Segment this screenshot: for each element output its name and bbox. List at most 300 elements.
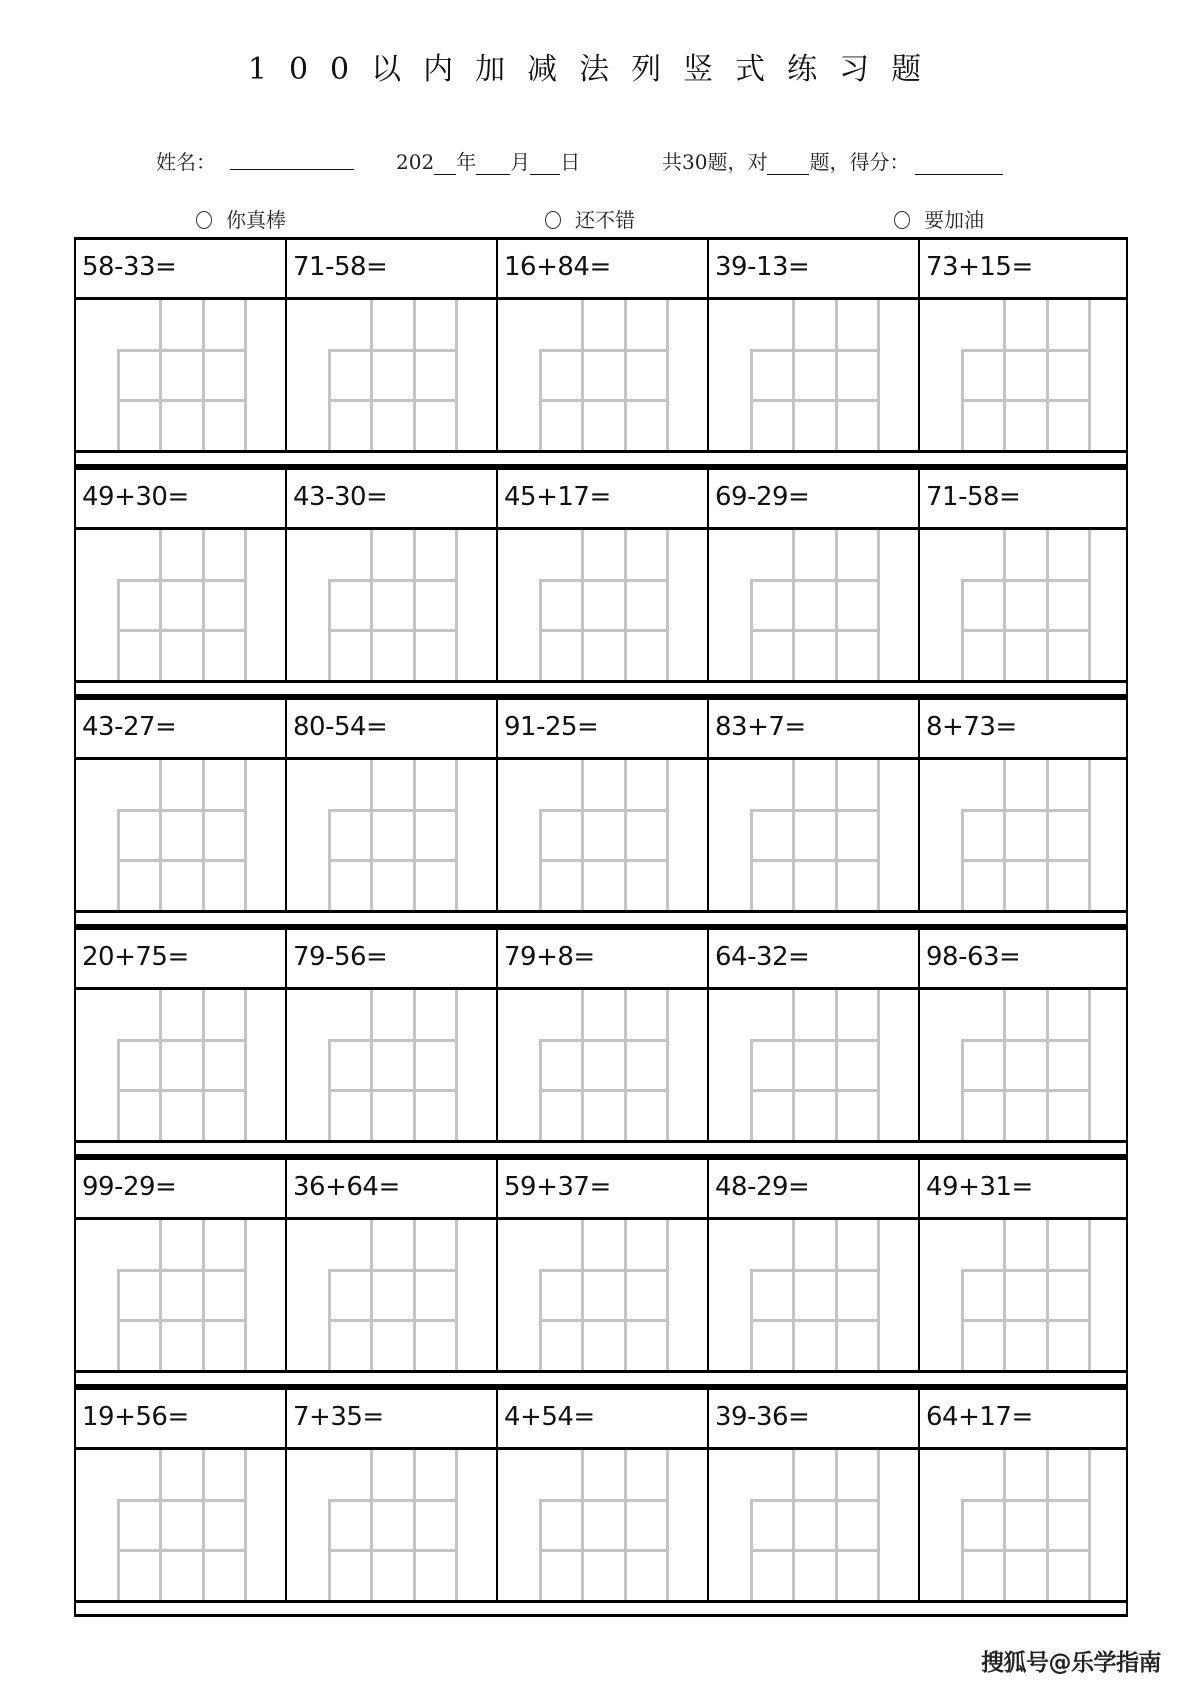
calc-grid [76, 990, 285, 1140]
problem-expression: 71-58= [293, 252, 388, 282]
problem-expression: 80-54= [293, 712, 388, 742]
vertical-calc-work-area[interactable] [496, 530, 707, 680]
row-separator [74, 910, 1128, 927]
grid-line [750, 399, 880, 402]
problem-expression: 19+56= [82, 1402, 189, 1432]
calc-grid [498, 300, 707, 450]
vertical-calc-work-area[interactable] [285, 1220, 496, 1370]
grid-line [539, 1499, 669, 1502]
problem-expression: 43-27= [82, 712, 177, 742]
grid-line [835, 1220, 838, 1370]
day-label: 日 [560, 150, 581, 174]
grid-line [455, 760, 458, 910]
vertical-calc-work-area[interactable] [285, 990, 496, 1140]
calc-grid [709, 1450, 918, 1600]
problem-expression: 4+54= [504, 1402, 595, 1432]
problem-expression: 48-29= [715, 1172, 810, 1202]
problem-cell [496, 1160, 707, 1217]
grid-line [835, 1450, 838, 1600]
grid-line [666, 760, 669, 910]
grid-line [581, 1450, 584, 1600]
grid-line [455, 990, 458, 1140]
grid-line [539, 1319, 669, 1322]
vertical-calc-work-area[interactable] [707, 300, 918, 450]
grid-line [1046, 300, 1049, 450]
grid-line [370, 530, 373, 680]
calc-grid [287, 990, 496, 1140]
problem-expression: 20+75= [82, 942, 189, 972]
row-separator [74, 1370, 1128, 1387]
rating-label: 要加油 [924, 208, 984, 232]
month-label: 月 [510, 150, 531, 174]
calc-grid [76, 760, 285, 910]
problem-row [74, 927, 1128, 1157]
grid-line [244, 300, 247, 450]
grid-line [961, 629, 1091, 632]
grid-line [624, 990, 627, 1140]
grid-line [117, 809, 247, 812]
grid-line [159, 1450, 162, 1600]
grid-line [1088, 990, 1091, 1140]
grid-line [413, 1450, 416, 1600]
problem-cell [918, 1390, 1128, 1447]
grid-line [750, 1549, 880, 1552]
grid-line [539, 809, 669, 812]
problem-cell [496, 930, 707, 987]
problem-expression: 39-36= [715, 1402, 810, 1432]
grid-line [328, 809, 458, 812]
grid-line [581, 1220, 584, 1370]
radio-circle-icon[interactable] [894, 211, 910, 229]
grid-line [413, 530, 416, 680]
grid-line [117, 579, 247, 582]
grid-line [413, 760, 416, 910]
grid-line [328, 859, 458, 862]
grid-line [370, 300, 373, 450]
problem-row [74, 1157, 1128, 1387]
vertical-calc-work-area[interactable] [74, 530, 285, 680]
grid-line [117, 349, 247, 352]
calc-grid [76, 1450, 285, 1600]
grid-line [413, 300, 416, 450]
problem-cell [918, 240, 1128, 297]
vertical-calc-work-area[interactable] [496, 1220, 707, 1370]
grid-line [370, 760, 373, 910]
grid-line [1003, 1450, 1006, 1600]
row-separator [74, 450, 1128, 467]
problem-expression: 91-25= [504, 712, 599, 742]
correct-suffix: 题，得分： [809, 150, 910, 174]
vertical-calc-work-area[interactable] [918, 300, 1128, 450]
calc-grid [709, 530, 918, 680]
problem-cell [74, 1160, 285, 1217]
grid-line [455, 530, 458, 680]
problem-expression: 79+8= [504, 942, 595, 972]
problem-cell [707, 240, 918, 297]
problem-cell [496, 700, 707, 757]
calc-grid [920, 1220, 1126, 1370]
watermark: 搜狐号@乐学指南 [981, 1650, 1161, 1676]
grid-line [877, 1220, 880, 1370]
grid-line [370, 1450, 373, 1600]
work-area-row [74, 1220, 1128, 1370]
problem-expression: 7+35= [293, 1402, 384, 1432]
grid-line [666, 1450, 669, 1600]
grid-line [581, 990, 584, 1140]
vertical-calc-work-area[interactable] [285, 530, 496, 680]
calc-grid [76, 530, 285, 680]
grid-line [1003, 530, 1006, 680]
calc-grid [920, 990, 1126, 1140]
problem-row [74, 1387, 1128, 1617]
vertical-calc-work-area[interactable] [74, 760, 285, 910]
grid-line [539, 579, 669, 582]
grid-line [328, 579, 458, 582]
grid-line [1003, 990, 1006, 1140]
calc-grid [498, 1450, 707, 1600]
grid-line [792, 1450, 795, 1600]
score-field [662, 146, 1003, 175]
name-label: 姓名： [156, 150, 216, 174]
problem-row-header [74, 927, 1128, 990]
grid-line [159, 1220, 162, 1370]
problem-expression: 64-32= [715, 942, 810, 972]
grid-line [1088, 1220, 1091, 1370]
problem-row [74, 237, 1128, 467]
rating-options [0, 204, 1191, 234]
grid-line [455, 300, 458, 450]
name-field[interactable] [230, 146, 354, 170]
problem-expression: 99-29= [82, 1172, 177, 1202]
problem-row [74, 467, 1128, 697]
date-field[interactable] [396, 146, 580, 175]
calc-grid [287, 1450, 496, 1600]
problem-cell [74, 470, 285, 527]
grid-line [792, 300, 795, 450]
rating-label: 你真棒 [226, 208, 286, 232]
grid-line [624, 530, 627, 680]
calc-grid [498, 530, 707, 680]
grid-line [244, 530, 247, 680]
grid-line [244, 760, 247, 910]
grid-line [202, 300, 205, 450]
grid-line [117, 859, 247, 862]
problem-expression: 36+64= [293, 1172, 400, 1202]
vertical-calc-work-area[interactable] [707, 760, 918, 910]
student-info-line [0, 146, 1191, 176]
calc-grid [498, 990, 707, 1140]
grid-line [159, 530, 162, 680]
grid-line [750, 1499, 880, 1502]
grid-line [328, 1039, 458, 1042]
grid-line [1003, 1220, 1006, 1370]
grid-line [877, 300, 880, 450]
grid-line [961, 1039, 1091, 1042]
rating-option-try-harder[interactable] [894, 204, 984, 233]
vertical-calc-work-area[interactable] [74, 1450, 285, 1600]
grid-line [1088, 300, 1091, 450]
problem-cell [285, 1160, 496, 1217]
vertical-calc-work-area[interactable] [285, 300, 496, 450]
grid-line [877, 990, 880, 1140]
calc-grid [287, 530, 496, 680]
grid-line [1088, 760, 1091, 910]
grid-line [961, 579, 1091, 582]
grid-line [666, 530, 669, 680]
vertical-calc-work-area[interactable] [285, 760, 496, 910]
grid-line [1003, 760, 1006, 910]
vertical-calc-work-area[interactable] [496, 760, 707, 910]
score-blank[interactable] [915, 154, 1003, 175]
grid-line [455, 1450, 458, 1600]
date-prefix: 202 [396, 150, 435, 174]
vertical-calc-work-area[interactable] [918, 1450, 1128, 1600]
problem-cell [707, 470, 918, 527]
grid-line [792, 760, 795, 910]
row-separator [74, 1600, 1128, 1617]
grid-line [370, 990, 373, 1140]
grid-line [750, 1269, 880, 1272]
rating-option-great[interactable] [196, 204, 286, 233]
radio-circle-icon[interactable] [196, 211, 212, 229]
vertical-calc-work-area[interactable] [707, 530, 918, 680]
grid-line [202, 1450, 205, 1600]
vertical-calc-work-area[interactable] [918, 990, 1128, 1140]
calc-grid [709, 300, 918, 450]
grid-line [877, 530, 880, 680]
grid-line [1088, 1450, 1091, 1600]
calc-grid [76, 1220, 285, 1370]
grid-line [117, 1549, 247, 1552]
grid-line [539, 1089, 669, 1092]
calc-grid [498, 760, 707, 910]
problem-cell [285, 1390, 496, 1447]
grid-line [877, 1450, 880, 1600]
work-area-row [74, 760, 1128, 910]
grid-line [624, 1450, 627, 1600]
grid-line [581, 530, 584, 680]
work-area-row [74, 300, 1128, 450]
grid-line [1046, 1220, 1049, 1370]
vertical-calc-work-area[interactable] [74, 990, 285, 1140]
grid-line [117, 1039, 247, 1042]
grid-line [750, 349, 880, 352]
vertical-calc-work-area[interactable] [496, 990, 707, 1140]
grid-line [202, 760, 205, 910]
grid-line [1088, 530, 1091, 680]
problem-cell [918, 700, 1128, 757]
problem-expression: 64+17= [926, 1402, 1033, 1432]
problem-cell [918, 470, 1128, 527]
vertical-calc-work-area[interactable] [707, 990, 918, 1140]
grid-line [666, 990, 669, 1140]
grid-line [1046, 530, 1049, 680]
calc-grid [498, 1220, 707, 1370]
calc-grid [709, 760, 918, 910]
problem-row-header [74, 697, 1128, 760]
problem-cell [285, 700, 496, 757]
grid-line [961, 1089, 1091, 1092]
grid-line [961, 859, 1091, 862]
problem-cell [285, 930, 496, 987]
vertical-calc-work-area[interactable] [918, 760, 1128, 910]
problem-row-header [74, 1157, 1128, 1220]
problem-expression: 58-33= [82, 252, 177, 282]
vertical-calc-work-area[interactable] [918, 1220, 1128, 1370]
grid-line [961, 1499, 1091, 1502]
grid-line [624, 760, 627, 910]
problem-expression: 98-63= [926, 942, 1021, 972]
problem-expression: 49+31= [926, 1172, 1033, 1202]
work-area-row [74, 990, 1128, 1140]
rating-option-good[interactable] [545, 204, 635, 233]
grid-line [750, 1089, 880, 1092]
worksheet-title: 100以内加减法列竖式练习题 [247, 52, 944, 87]
problem-cell [74, 240, 285, 297]
grid-line [202, 1220, 205, 1370]
grid-line [792, 1220, 795, 1370]
grid-line [624, 1220, 627, 1370]
problem-expression: 73+15= [926, 252, 1033, 282]
grid-line [117, 399, 247, 402]
problem-cell [918, 1160, 1128, 1217]
calc-grid [287, 1220, 496, 1370]
grid-line [539, 349, 669, 352]
grid-line [961, 1269, 1091, 1272]
grid-line [117, 1499, 247, 1502]
grid-line [750, 1039, 880, 1042]
year-blank[interactable] [434, 154, 456, 175]
radio-circle-icon[interactable] [545, 211, 561, 229]
problem-cell [918, 930, 1128, 987]
grid-line [328, 1549, 458, 1552]
year-label: 年 [456, 150, 477, 174]
problem-expression: 39-13= [715, 252, 810, 282]
grid-line [750, 809, 880, 812]
grid-line [244, 1450, 247, 1600]
grid-line [1046, 990, 1049, 1140]
calc-grid [709, 1220, 918, 1370]
vertical-calc-work-area[interactable] [74, 1220, 285, 1370]
grid-line [835, 530, 838, 680]
calc-grid [920, 300, 1126, 450]
grid-line [328, 629, 458, 632]
problem-grid [74, 237, 1128, 1617]
grid-line [117, 629, 247, 632]
grid-line [835, 990, 838, 1140]
problem-expression: 69-29= [715, 482, 810, 512]
problem-cell [74, 1390, 285, 1447]
grid-line [159, 300, 162, 450]
grid-line [1046, 1450, 1049, 1600]
problem-expression: 79-56= [293, 942, 388, 972]
problem-cell [74, 930, 285, 987]
grid-line [413, 1220, 416, 1370]
work-area-row [74, 1450, 1128, 1600]
calc-grid [287, 300, 496, 450]
row-separator [74, 680, 1128, 697]
grid-line [877, 760, 880, 910]
vertical-calc-work-area[interactable] [74, 300, 285, 450]
grid-line [539, 859, 669, 862]
row-separator [74, 1140, 1128, 1157]
grid-line [961, 809, 1091, 812]
grid-line [117, 1269, 247, 1272]
grid-line [244, 1220, 247, 1370]
problem-expression: 71-58= [926, 482, 1021, 512]
problem-expression: 83+7= [715, 712, 806, 742]
work-area-row [74, 530, 1128, 680]
grid-line [1003, 300, 1006, 450]
grid-line [792, 530, 795, 680]
problem-row-header [74, 1387, 1128, 1450]
grid-line [370, 1220, 373, 1370]
correct-count-blank[interactable] [767, 154, 809, 175]
grid-line [1046, 760, 1049, 910]
vertical-calc-work-area[interactable] [496, 1450, 707, 1600]
problem-cell [707, 1390, 918, 1447]
total-label: 共30题，对 [662, 150, 768, 174]
problem-expression: 8+73= [926, 712, 1017, 742]
grid-line [539, 629, 669, 632]
grid-line [413, 990, 416, 1140]
grid-line [624, 300, 627, 450]
grid-line [750, 859, 880, 862]
grid-line [750, 1319, 880, 1322]
calc-grid [76, 300, 285, 450]
grid-line [666, 300, 669, 450]
grid-line [666, 1220, 669, 1370]
grid-line [539, 1039, 669, 1042]
calc-grid [287, 760, 496, 910]
grid-line [328, 1269, 458, 1272]
problem-cell [285, 470, 496, 527]
grid-line [792, 990, 795, 1140]
calc-grid [920, 1450, 1126, 1600]
problem-expression: 45+17= [504, 482, 611, 512]
vertical-calc-work-area[interactable] [496, 300, 707, 450]
problem-row-header [74, 237, 1128, 300]
grid-line [539, 1549, 669, 1552]
problem-row-header [74, 467, 1128, 530]
grid-line [328, 1319, 458, 1322]
vertical-calc-work-area[interactable] [707, 1450, 918, 1600]
calc-grid [920, 530, 1126, 680]
grid-line [961, 349, 1091, 352]
problem-expression: 59+37= [504, 1172, 611, 1202]
vertical-calc-work-area[interactable] [285, 1450, 496, 1600]
month-blank[interactable] [476, 154, 510, 175]
grid-line [159, 990, 162, 1140]
day-blank[interactable] [530, 154, 560, 175]
calc-grid [920, 760, 1126, 910]
grid-line [328, 1499, 458, 1502]
grid-line [961, 1319, 1091, 1322]
problem-expression: 49+30= [82, 482, 189, 512]
grid-line [961, 399, 1091, 402]
grid-line [961, 1549, 1091, 1552]
problem-cell [496, 240, 707, 297]
problem-cell [707, 1160, 918, 1217]
grid-line [328, 349, 458, 352]
problem-row [74, 697, 1128, 927]
problem-expression: 16+84= [504, 252, 611, 282]
grid-line [539, 1269, 669, 1272]
vertical-calc-work-area[interactable] [707, 1220, 918, 1370]
vertical-calc-work-area[interactable] [918, 530, 1128, 680]
problem-cell [74, 700, 285, 757]
grid-line [539, 399, 669, 402]
